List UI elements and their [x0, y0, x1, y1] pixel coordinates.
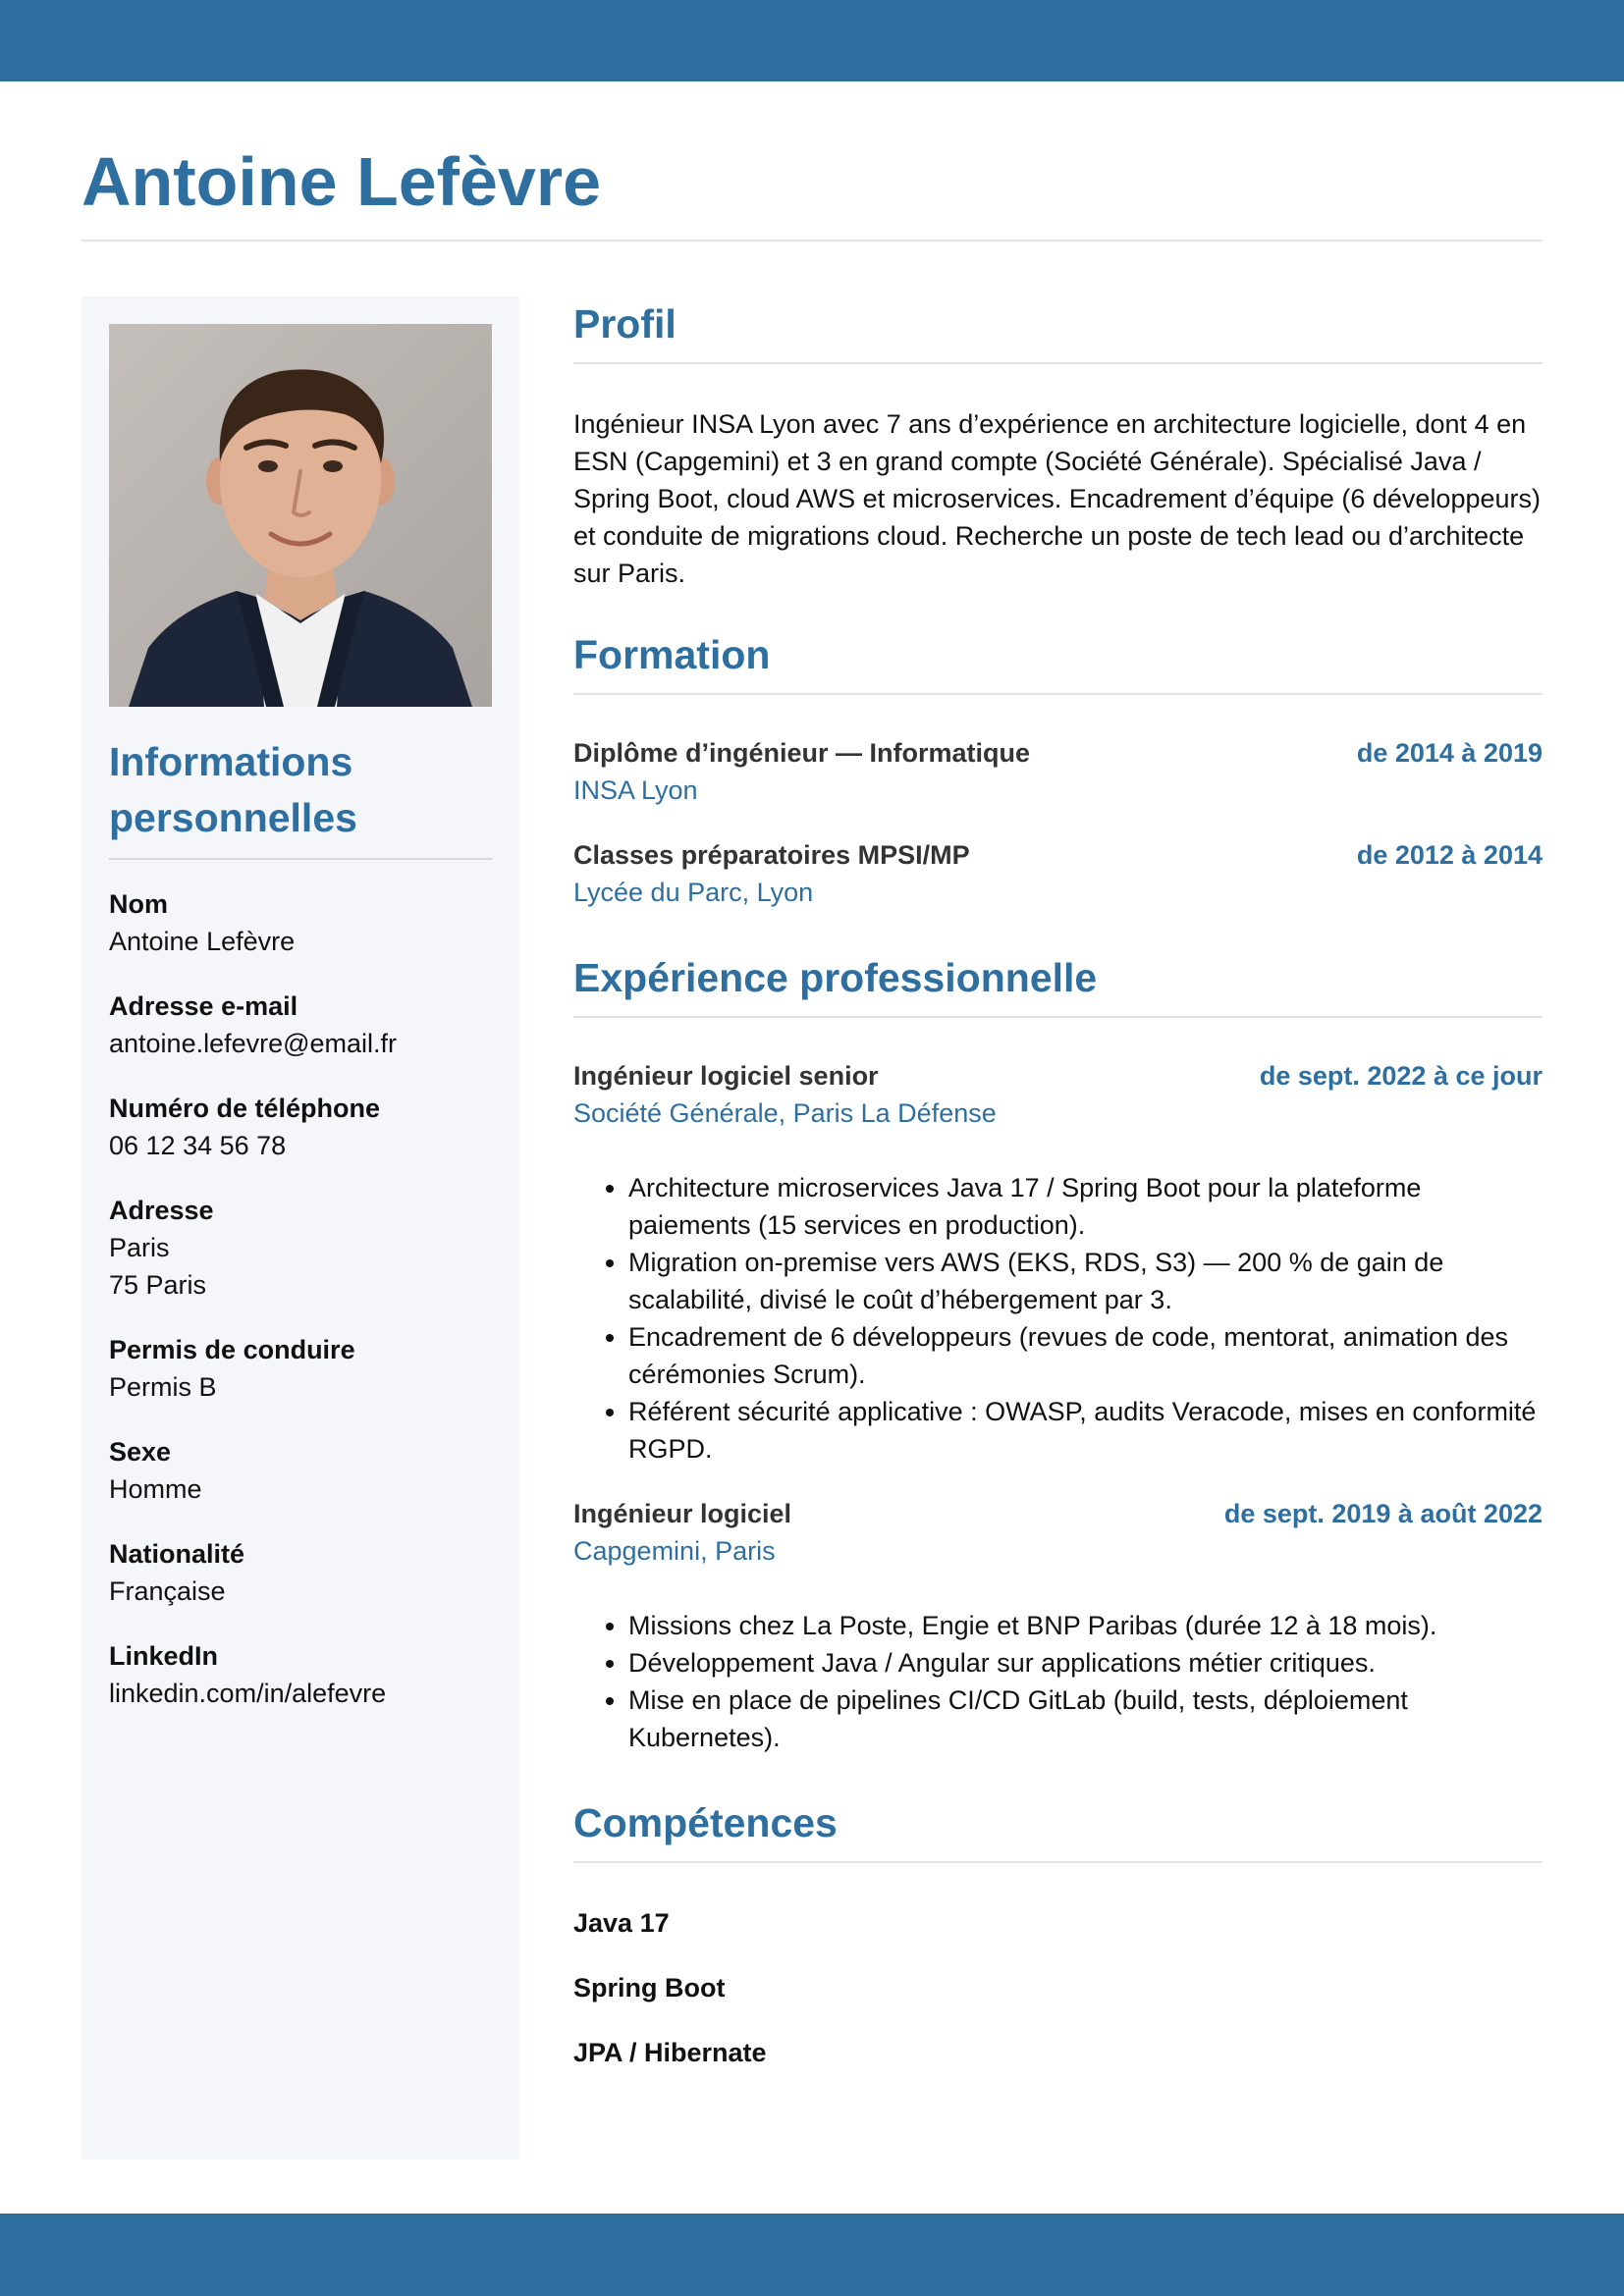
info-value: Antoine Lefèvre [109, 927, 296, 956]
section-divider [573, 693, 1543, 695]
entry-title: Classes préparatoires MPSI/MP [573, 840, 970, 870]
info-value: 06 12 34 56 78 [109, 1131, 287, 1160]
entry-organization: Capgemini, Paris [573, 1536, 776, 1566]
section-divider [573, 362, 1543, 364]
bottom-band [0, 2214, 1624, 2296]
personal-info-divider [109, 858, 492, 860]
entry-dates: de 2012 à 2014 [1356, 840, 1543, 870]
info-gender [109, 1433, 492, 1508]
skills-section [573, 1793, 1543, 2071]
candidate-name: Antoine Lefèvre [81, 143, 601, 220]
info-value: Paris [109, 1233, 170, 1262]
skill-item: JPA / Hibernate [573, 2038, 767, 2067]
info-label: Sexe [109, 1437, 172, 1467]
info-name [109, 885, 492, 960]
personal-info-heading: Informations personnelles [109, 739, 357, 840]
entry-dates: de sept. 2022 à ce jour [1259, 1061, 1543, 1091]
section-title-formation: Formation [573, 632, 771, 677]
experience-entry [573, 1057, 1543, 1468]
skill-item: Java 17 [573, 1908, 670, 1938]
info-label: Nationalité [109, 1539, 245, 1569]
experience-section [573, 948, 1543, 1756]
info-label: Nom [109, 889, 168, 919]
entry-title: Ingénieur logiciel senior [573, 1061, 879, 1091]
name-divider [81, 240, 1543, 241]
main-column [573, 294, 1543, 2071]
section-title-experience: Expérience professionnelle [573, 955, 1098, 1000]
top-band [0, 0, 1624, 81]
entry-organization: Société Générale, Paris La Défense [573, 1098, 997, 1128]
info-label: Adresse e-mail [109, 991, 298, 1021]
info-value: Permis B [109, 1372, 217, 1402]
list-item: • Architecture microservices Java 17 / Spring Boot pour la plateforme paiements (15 services en production). [628, 1169, 1543, 1244]
section-title-profil: Profil [573, 301, 677, 347]
info-nationality [109, 1535, 492, 1610]
info-label: Adresse [109, 1196, 214, 1225]
info-value: Française [109, 1576, 226, 1606]
info-value: antoine.lefevre@email.fr [109, 1029, 398, 1058]
profile-summary: Ingénieur INSA Lyon avec 7 ans d’expérience en architecture logicielle, dont 4 en ESN (Capgemini) et 3 en grand compte (Société Générale). Spécialisé Java / Spring Boot, cloud AWS et microservices. Encadrement d’équipe (6 développeurs) et conduite de migrations cloud. Recherche un poste de tech lead ou d’architecte sur Paris. [573, 409, 1541, 588]
section-divider [573, 1016, 1543, 1018]
list-item: • Développement Java / Angular sur applications métier critiques. [628, 1644, 1543, 1682]
section-title-competences: Compétences [573, 1800, 838, 1845]
list-item: • Encadrement de 6 développeurs (revues de code, mentorat, animation des cérémonies Scrum). [628, 1318, 1543, 1393]
education-entry [573, 734, 1543, 809]
experience-entry [573, 1495, 1543, 1756]
entry-organization: INSA Lyon [573, 775, 698, 805]
sidebar [81, 296, 519, 2160]
linkedin-link[interactable]: linkedin.com/in/alefevre [109, 1679, 387, 1708]
entry-title: Ingénieur logiciel [573, 1499, 792, 1528]
education-entry [573, 836, 1543, 911]
entry-organization: Lycée du Parc, Lyon [573, 878, 814, 907]
entry-dates: de 2014 à 2019 [1356, 738, 1543, 768]
profile-section [573, 294, 1543, 592]
list-item: • Migration on-premise vers AWS (EKS, RDS, S3) — 200 % de gain de scalabilité, divisé le coût d’hébergement par 3. [628, 1244, 1543, 1318]
info-address [109, 1192, 492, 1304]
section-divider [573, 1861, 1543, 1863]
info-driving-licence [109, 1331, 492, 1406]
achievement-list [573, 1169, 1543, 1468]
education-section [573, 625, 1543, 911]
info-label: LinkedIn [109, 1641, 219, 1671]
info-linkedin [109, 1637, 492, 1712]
info-value: Homme [109, 1474, 202, 1504]
entry-title: Diplôme d’ingénieur — Informatique [573, 738, 1031, 768]
list-item: • Mise en place de pipelines CI/CD GitLab (build, tests, déploiement Kubernetes). [628, 1682, 1543, 1756]
portrait-image [109, 324, 492, 707]
info-value-line2: 75 Paris [109, 1270, 207, 1300]
info-email [109, 988, 492, 1062]
profile-photo [109, 324, 492, 707]
info-label: Numéro de téléphone [109, 1094, 381, 1123]
personal-info-list [109, 885, 492, 1739]
list-item: • Missions chez La Poste, Engie et BNP Paribas (durée 12 à 18 mois). [628, 1607, 1543, 1644]
entry-dates: de sept. 2019 à août 2022 [1223, 1499, 1543, 1528]
skill-item: Spring Boot [573, 1973, 726, 2002]
info-label: Permis de conduire [109, 1335, 355, 1364]
achievement-list [573, 1607, 1543, 1756]
info-phone [109, 1090, 492, 1164]
list-item: • Référent sécurité applicative : OWASP, audits Veracode, mises en conformité RGPD. [628, 1393, 1543, 1468]
